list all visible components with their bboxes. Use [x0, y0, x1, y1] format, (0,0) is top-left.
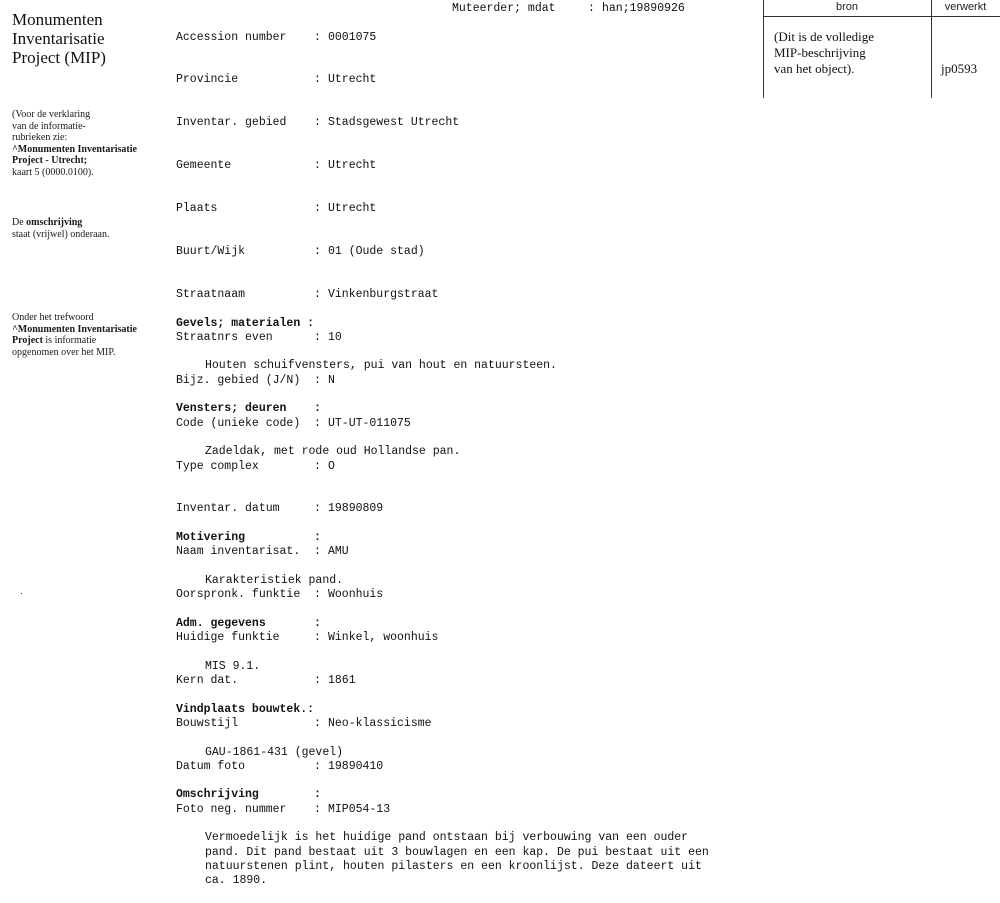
field-colon: :	[314, 287, 321, 301]
section-label: Omschrijving	[176, 788, 259, 802]
field-colon: :	[314, 373, 321, 387]
stray-mark: .	[20, 586, 23, 597]
field-colon: :	[314, 759, 321, 773]
section-colon: :	[314, 616, 321, 630]
description-line: ca. 1890.	[205, 874, 268, 888]
section-heading	[176, 788, 745, 802]
field-label: Straatnaam	[176, 287, 246, 301]
field-colon: :	[588, 2, 595, 15]
field-colon: :	[314, 73, 321, 87]
description-line: natuurstenen plint, houten pilasters en een kroonlijst. Deze dateert uit	[205, 859, 702, 873]
field-value: Utrecht	[328, 202, 377, 216]
field-label: Gemeente	[176, 159, 232, 173]
section-label: Vensters; deuren	[176, 402, 287, 416]
description-location-note	[12, 217, 162, 240]
note-line	[12, 335, 162, 347]
keyword-note	[12, 312, 162, 358]
document-title	[12, 10, 152, 67]
section-heading	[176, 703, 745, 717]
field-value: Woonhuis	[328, 588, 384, 602]
note-line: kaart 5 (0000.0100).	[12, 166, 94, 178]
field-value: 0001075	[328, 30, 377, 44]
field-value: Vinkenburgstraat	[328, 287, 439, 301]
field-label: Naam inventarisat.	[176, 545, 301, 559]
field-label: Muteerder; mdat	[452, 2, 556, 15]
title-line: Inventarisatie	[12, 29, 105, 48]
field-label: Bijz. gebied (J/N)	[176, 373, 301, 387]
column-header-verwerkt: verwerkt	[944, 1, 987, 13]
section-heading	[176, 317, 745, 331]
section-label: Adm. gegevens	[176, 616, 266, 630]
field-label: Code (unieke code)	[176, 416, 301, 430]
field-value: 10	[328, 330, 342, 344]
field-row	[176, 245, 459, 259]
source-note-line: (Dit is de volledige	[774, 29, 875, 44]
note-line	[12, 217, 162, 229]
source-note-line: MIP-beschrijving	[774, 45, 866, 60]
description-text	[176, 831, 745, 888]
field-colon: :	[314, 459, 321, 473]
section-colon: :	[307, 316, 315, 330]
field-value: N	[328, 373, 335, 387]
note-line: (Voor de verklaring	[12, 109, 91, 120]
field-colon: :	[314, 631, 321, 645]
field-label: Inventar. gebied	[176, 116, 287, 130]
field-colon: :	[314, 802, 321, 816]
note-reference: Project - Utrecht;	[12, 155, 88, 166]
table-header-rule	[763, 16, 1000, 17]
section-label: Gevels; materialen	[176, 316, 301, 330]
field-colon: :	[314, 159, 321, 173]
field-value: UT-UT-011075	[328, 416, 411, 430]
table-border	[763, 0, 764, 98]
note-reference: ^Monumenten Inventarisatie	[12, 143, 137, 155]
field-value: han;19890926	[602, 2, 685, 15]
field-label: Straatnrs even	[176, 330, 273, 344]
field-row	[176, 116, 459, 130]
field-value: Winkel, woonhuis	[328, 631, 439, 645]
section-colon: :	[314, 531, 321, 545]
section-heading	[176, 531, 745, 545]
field-label: Buurt/Wijk	[176, 245, 246, 259]
field-value: 1861	[328, 673, 356, 687]
note-line: rubrieken zie:	[12, 132, 68, 143]
record-sections	[176, 288, 745, 903]
field-value: Utrecht	[328, 159, 377, 173]
field-label: Bouwstijl	[176, 716, 239, 730]
field-colon: :	[314, 545, 321, 559]
section-colon: :	[307, 702, 315, 716]
processed-code: jp0593	[941, 61, 978, 76]
section-label: Motivering	[176, 531, 246, 545]
source-note-line: van het object).	[774, 61, 855, 76]
title-line: Monumenten	[12, 10, 103, 29]
field-row	[176, 202, 459, 216]
explanation-note	[12, 109, 162, 178]
note-line: staat (vrijwel) onderaan.	[12, 228, 110, 240]
muteerder-field	[452, 2, 685, 16]
section-value: Zadeldak, met rode oud Hollandse pan.	[205, 445, 461, 459]
note-reference: Project	[12, 335, 43, 346]
section-heading	[176, 617, 745, 631]
note-text: is informatie	[42, 335, 97, 346]
section-colon: :	[314, 402, 321, 416]
field-colon: :	[314, 245, 321, 259]
description-line: pand. Dit pand bestaat uit 3 bouwlagen en een kap. De pui bestaat uit een	[205, 845, 709, 859]
note-text: De	[12, 217, 27, 228]
section-value: Karakteristiek pand.	[205, 573, 344, 587]
field-row	[176, 73, 459, 87]
description-line: Vermoedelijk is het huidige pand ontstaan bij verbouwing van een ouder	[205, 831, 689, 845]
field-label: Inventar. datum	[176, 502, 280, 516]
section-value: Houten schuifvensters, pui van hout en natuursteen.	[205, 359, 557, 373]
section-heading	[176, 402, 745, 416]
field-value: 19890809	[328, 502, 384, 516]
field-row	[176, 159, 459, 173]
section-value: GAU-1861-431 (gevel)	[205, 745, 344, 759]
field-colon: :	[314, 588, 321, 602]
field-colon: :	[314, 673, 321, 687]
field-value: Utrecht	[328, 73, 377, 87]
section-label: Vindplaats bouwtek.	[176, 702, 308, 716]
field-label: Kern dat.	[176, 673, 239, 687]
title-line: Project (MIP)	[12, 48, 106, 67]
field-value: MIP054-13	[328, 802, 391, 816]
field-value: Neo-klassicisme	[328, 716, 432, 730]
field-colon: :	[314, 30, 321, 44]
field-label: Huidige funktie	[176, 631, 280, 645]
section-value: MIS 9.1.	[205, 659, 261, 673]
note-reference: ^Monumenten Inventarisatie	[12, 323, 137, 335]
column-header-bron: bron	[835, 1, 859, 13]
field-colon: :	[314, 330, 321, 344]
field-label: Foto neg. nummer	[176, 802, 287, 816]
source-table	[763, 0, 1000, 98]
field-colon: :	[314, 116, 321, 130]
field-label: Plaats	[176, 202, 218, 216]
field-value: AMU	[328, 545, 349, 559]
note-keyword: omschrijving	[26, 217, 83, 228]
field-value: O	[328, 459, 335, 473]
note-line: opgenomen over het MIP.	[12, 346, 116, 358]
field-row	[176, 31, 459, 45]
field-label: Oorspronk. funktie	[176, 588, 301, 602]
section-colon: :	[314, 788, 321, 802]
note-line: Onder het trefwoord	[12, 312, 94, 323]
field-value: 19890410	[328, 759, 384, 773]
field-colon: :	[314, 716, 321, 730]
field-colon: :	[314, 416, 321, 430]
field-label: Accession number	[176, 30, 287, 44]
section-spacer	[176, 488, 745, 502]
table-divider	[931, 0, 932, 98]
source-note	[774, 29, 924, 77]
field-value: Stadsgewest Utrecht	[328, 116, 460, 130]
note-line: van de informatie-	[12, 120, 86, 132]
field-label: Datum foto	[176, 759, 246, 773]
field-colon: :	[314, 502, 321, 516]
field-label: Type complex	[176, 459, 259, 473]
field-colon: :	[314, 202, 321, 216]
field-value: 01 (Oude stad)	[328, 245, 425, 259]
field-label: Provincie	[176, 73, 239, 87]
